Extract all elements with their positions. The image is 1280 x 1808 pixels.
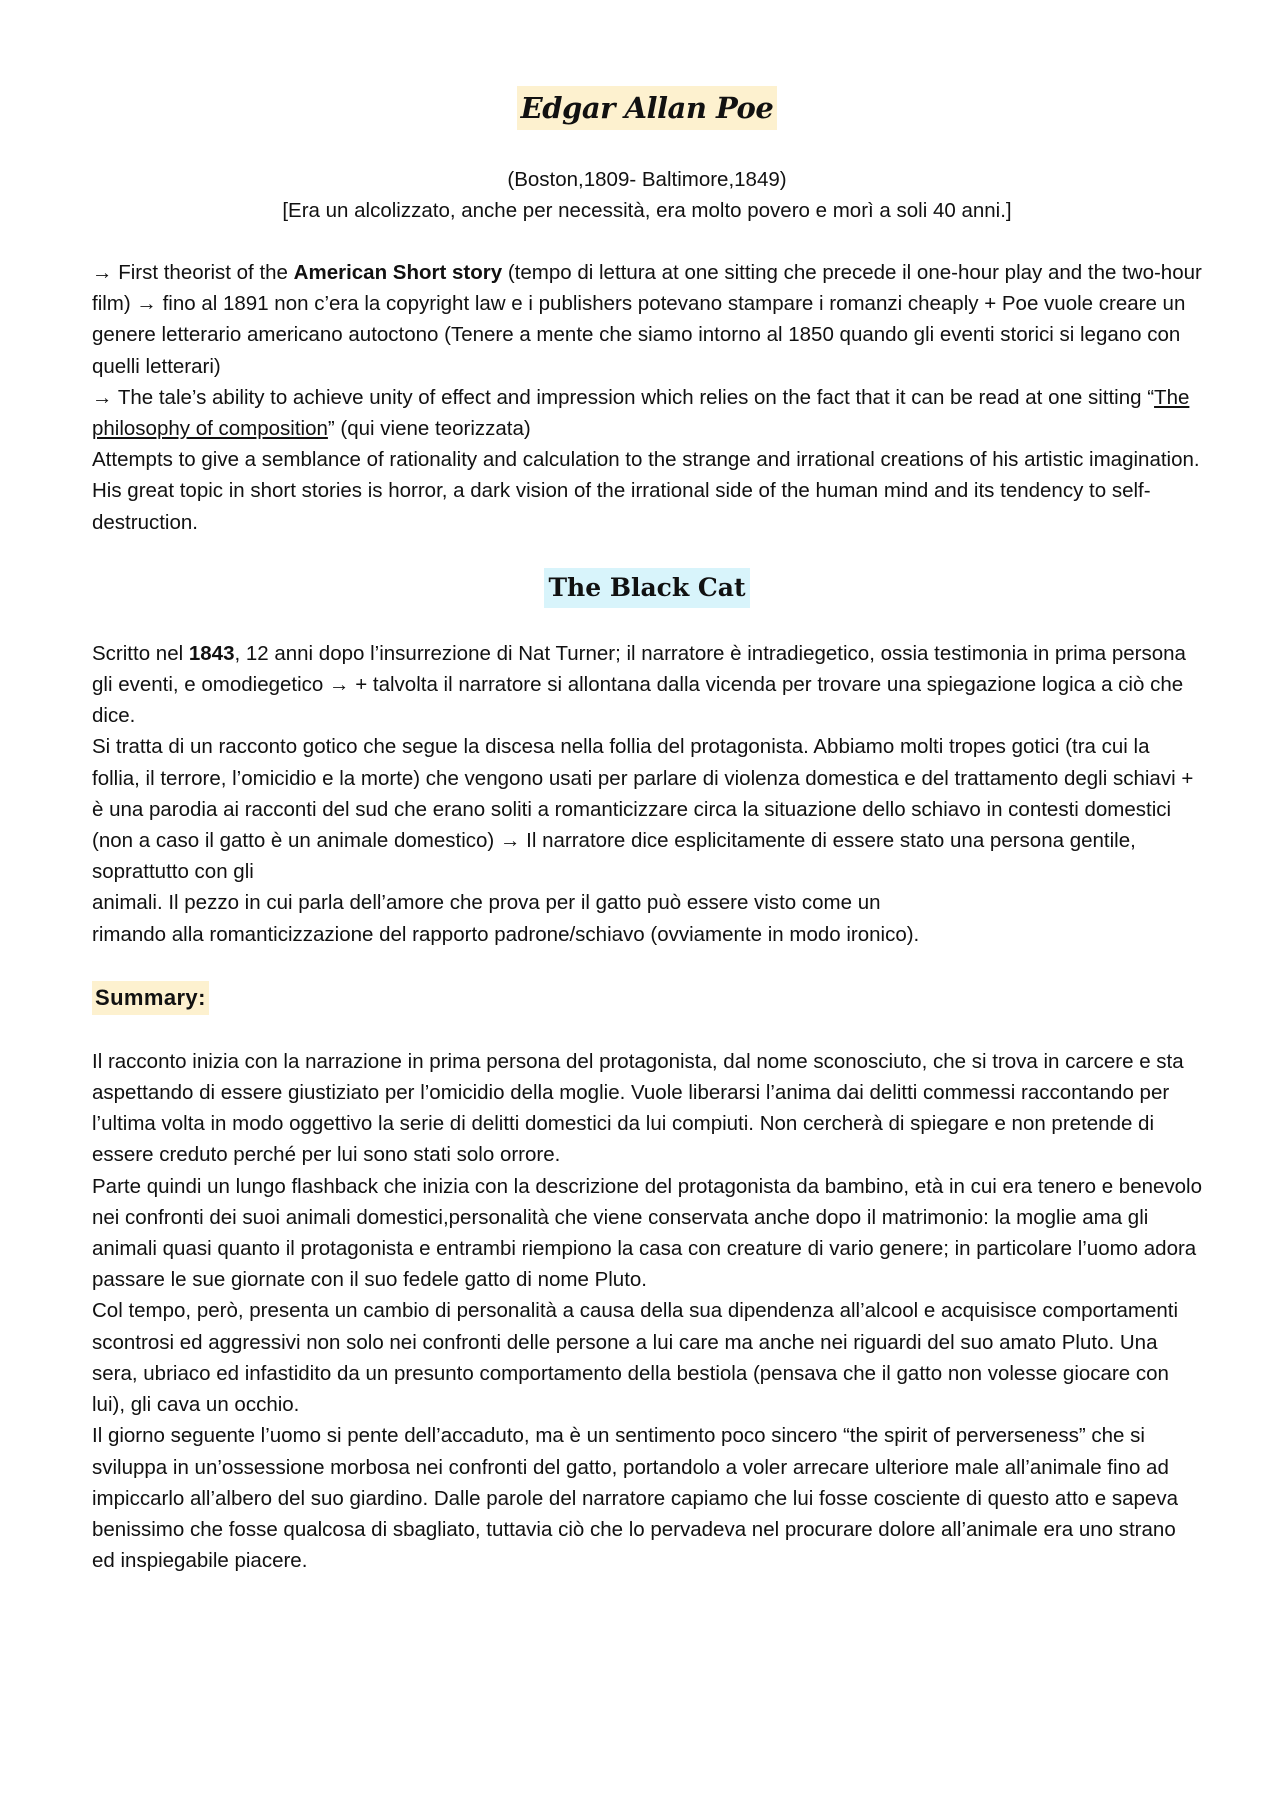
summary-paragraph-2: Parte quindi un lungo flashback che inizia con la descrizione del protagonista da bambino, età in cui era tenero e benevolo nei confronti dei suoi animali domestici,personalità che viene conservata anche dopo il matrimonio: la moglie ama gli animali quasi quanto il protagonista e entrambi riempiono la casa con creature di vario genere; in particolare l’uomo adora passare le sue giornate con il suo fedele gatto di nome Pluto. — [92, 1174, 1203, 1292]
intro-text: → First theorist of the — [92, 261, 294, 284]
body-text: , 12 anni dopo l’insurrezione di Nat Turner; il narratore è intradiegetico, ossia testimonia in prima persona gli eventi, e omodiegetico → + talvolta il narratore si allontana dalla vicenda per trovare una spiegazione logica a ciò che dice. — [92, 641, 1186, 728]
summary-paragraph-1: Il racconto inizia con la narrazione in prima persona del protagonista, dal nome sconosciuto, che si trova in carcere e sta aspettando di essere giustiziato per l’omicidio della moglie. Vuole liberarsi l’anima dai delitti commessi raccontando per l’ultima volta in modo oggettivo la serie di delitti domestici da lui compiuti. Non cercherà di spiegare e non pretende di essere creduto perché per lui sono stati solo orrore. — [92, 1049, 1184, 1167]
summary-heading-container — [92, 981, 1202, 1015]
section-title-black-cat: The Black Cat — [544, 568, 749, 608]
summary-paragraph-3: Col tempo, però, presenta un cambio di personalità a causa della sua dipendenza all’alcool e acquisisce comportamenti scontrosi ed aggressivi non solo nei confronti delle persone a lui care ma anche nei riguardi del suo amato Pluto. Una sera, ubriaco ed infastidito da un presunto comportamento della bestiola (pensava che il gatto non volesse giocare con lui), gli cava un occhio. — [92, 1299, 1178, 1417]
section-title-container — [92, 568, 1202, 608]
body-text: Scritto nel — [92, 641, 189, 665]
page-title: Edgar Allan Poe — [517, 86, 778, 130]
bold-year: 1843 — [188, 641, 235, 665]
intro-text: → The tale’s ability to achieve unity of effect and impression which relies on the fact that it can be read at one sitting “ — [92, 385, 1155, 409]
intro-paragraph-1 — [92, 257, 1202, 382]
spacer — [92, 1015, 1202, 1046]
intro-paragraph-3: Attempts to give a semblance of rationality and calculation to the strange and irrational creations of his artistic imagination. — [92, 448, 1200, 472]
intro-text: (tempo di lettura at one sitting che precede il one-hour play and the two-hour film) → fino al 1891 non c’era la copyright law e i publishers potevano stampare i romanzi cheaply + Poe vuole creare un genere letterario americano autoctono (Tenere a mente che siamo intorno al 1850 quando gli eventi storici si legano con quelli letterari) — [92, 261, 1202, 378]
black-cat-paragraph-2-line-2: animali. Il pezzo in cui parla dell’amore che prova per il gatto può essere visto come un — [92, 891, 881, 915]
spacer — [92, 950, 1202, 981]
life-dates: (Boston,1809- Baltimore,1849) — [507, 168, 787, 191]
spacer — [92, 226, 1202, 257]
intro-paragraph-4: His great topic in short stories is horror, a dark vision of the irrational side of the human mind and its tendency to self-destruction. — [92, 479, 1151, 534]
biography-note: [Era un alcolizzato, anche per necessità, era molto povero e morì a soli 40 anni.] — [282, 199, 1012, 222]
bold-term: American Short story — [293, 261, 503, 284]
black-cat-paragraph-2-line-3: rimando alla romanticizzazione del rapporto padrone/schiavo (ovviamente in modo ironico). — [92, 922, 920, 946]
document-page — [92, 86, 1202, 1576]
summary-heading: Summary: — [92, 981, 209, 1015]
summary-paragraph-4: Il giorno seguente l’uomo si pente dell’accaduto, ma è un sentimento poco sincero “the spirit of perverseness” che si sviluppa in un’ossessione morbosa nei confronti del gatto, portandolo a voler arrecare ulteriore male all’animale fino ad impiccarlo all’albero del suo giardino. Dalle parole del narratore capiamo che lui fosse cosciente di questo atto e sapeva benissimo che fosse qualcosa di sbagliato, tuttavia ciò che lo pervadeva nel procurare dolore all’animale era uno strano ed inspiegabile piacere. — [92, 1424, 1178, 1573]
black-cat-paragraph-2: Si tratta di un racconto gotico che segue la discesa nella follia del protagonista. Abbiamo molti tropes gotici (tra cui la follia, il terrore, l’omicidio e la morte) che vengono usati per parlare di violenza domestica e del trattamento degli schiavi + è una parodia ai racconti del sud che erano soliti a romanticizzare circa la situazione dello schiavo in contesti domestici (non a caso il gatto è un animale domestico) → Il narratore dice esplicitamente di essere stato una persona gentile, soprattutto con gli — [92, 735, 1194, 884]
underlined-title: The philosophy of composition — [92, 385, 1190, 441]
intro-paragraph-2 — [92, 382, 1202, 444]
intro-text: ” (qui viene teorizzata) — [327, 417, 531, 441]
title-container — [92, 86, 1202, 130]
black-cat-paragraph-1 — [92, 638, 1202, 732]
